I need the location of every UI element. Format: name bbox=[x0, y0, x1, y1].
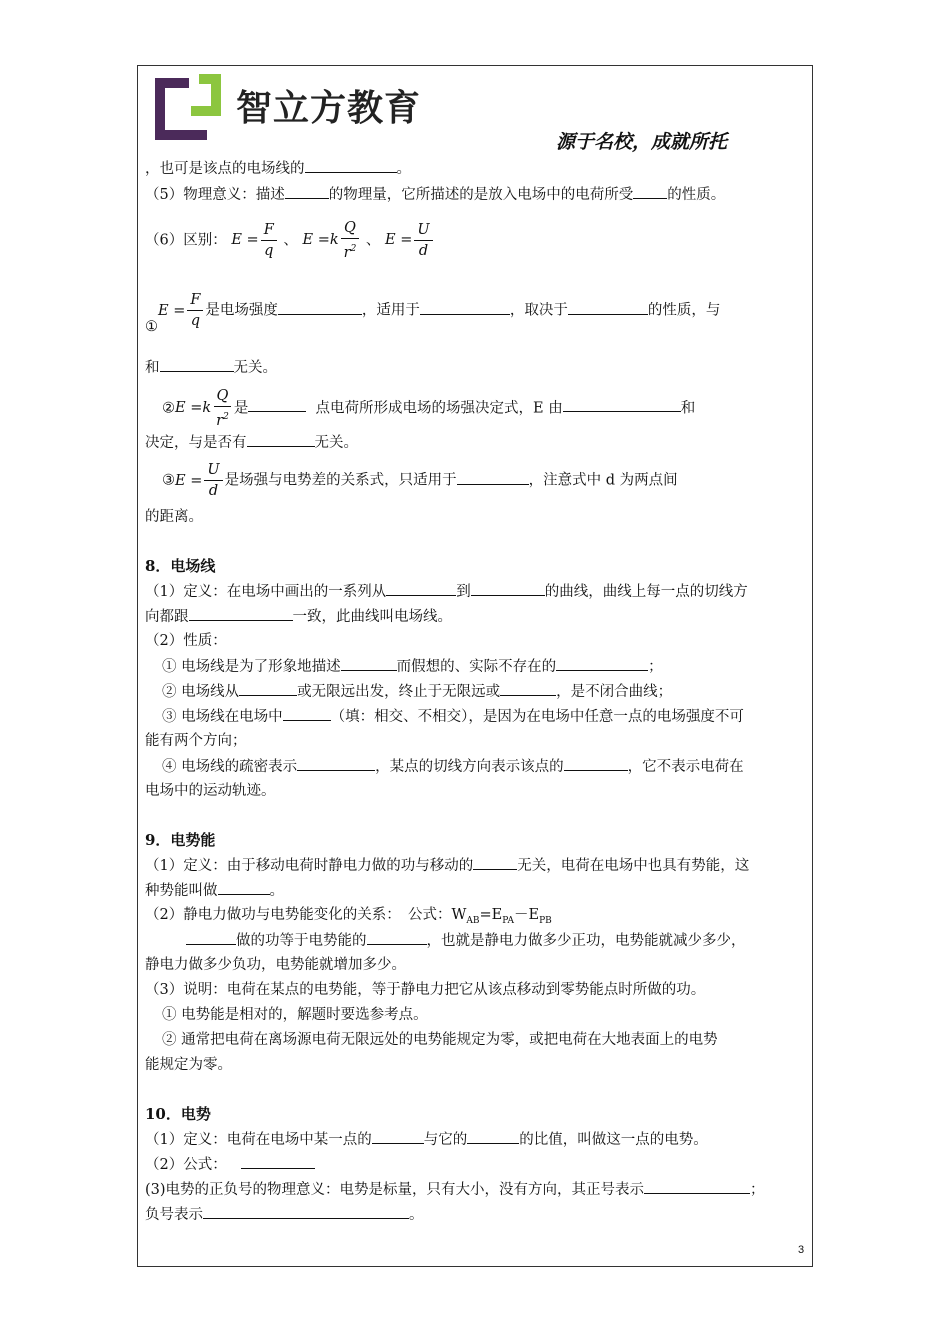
line-7: 决定，与是否有 无关。 bbox=[145, 432, 358, 453]
line-9: 的距离。 bbox=[145, 509, 203, 525]
s8-line-5: ② 电场线从 或无限远出发，终止于无限远或 ，是不闭合曲线； bbox=[162, 681, 672, 702]
s9-line-5: 静电力做多少负功，电势能就增加多少。 bbox=[145, 957, 406, 973]
section-10-title: 10．电势 bbox=[145, 1105, 211, 1123]
s8-line-1: （1）定义：在电场中画出的一系列从 到 的曲线，曲线上每一点的切线方 bbox=[145, 581, 748, 602]
s9-line-8: ② 通常把电荷在离场源电荷无限远处的电势能规定为零，或把电荷在大地表面上的电势 bbox=[162, 1032, 718, 1048]
page-number: 3 bbox=[798, 1244, 805, 1256]
formula-e-kq-r2: E =k $\frac{Q}{r^2}$ bbox=[302, 232, 361, 248]
s9-line-6: （3）说明：电荷在某点的电势能，等于静电力把它从该点移动到零势能点时所做的功。 bbox=[145, 982, 706, 998]
s8-line-3: （2）性质： bbox=[145, 633, 227, 649]
line-4: ①E = $\frac{F}{q}$ 是电场强度 ，适用于 ，取决于 的性质，与 bbox=[145, 292, 721, 335]
s10-line-2: （2）公式： bbox=[145, 1154, 315, 1175]
line-2: （5）物理意义：描述 的物理量，它所描述的是放入电场中的电荷所受 的性质。 bbox=[145, 184, 725, 205]
line-8: ③E = $\frac{U}{d}$ 是场强与电势差的关系式，只适用于 ，注意式中 d 为两点间 bbox=[162, 462, 678, 499]
line-3-formulas: （6）区别： E = $\frac{F}{q}$ 、 E =k $\frac{Q}{r^2}$ 、 E = $\frac{U}{d}$ bbox=[145, 218, 435, 263]
s10-line-4: 负号表示 。 bbox=[145, 1204, 424, 1225]
s9-line-4: 做的功等于电势能的 ，也就是静电力做多少正功，电势能就减少多少， bbox=[186, 930, 746, 951]
s8-line-9: 电场中的运动轨迹。 bbox=[145, 783, 276, 799]
slogan: 源于名校，成就所托 bbox=[556, 131, 728, 153]
s9-line-9: 能规定为零。 bbox=[145, 1057, 232, 1073]
brand-logo-icon bbox=[151, 72, 223, 142]
s8-line-7: 能有两个方向； bbox=[145, 733, 247, 749]
s9-line-2: 种势能叫做 。 bbox=[145, 880, 284, 901]
section-8-title: 8．电场线 bbox=[145, 557, 216, 575]
s8-line-4: ① 电场线是为了形象地描述 而假想的、实际不存在的 ； bbox=[162, 656, 663, 677]
s10-line-3: (3)电势的正负号的物理意义：电势是标量，只有大小，没有方向，其正号表示 ； bbox=[145, 1179, 765, 1200]
s9-line-3: （2）静电力做功与电势能变化的关系： 公式：$W_{AB}=E_{PA}-E_{PB}$ bbox=[145, 907, 552, 926]
line-6: ②E =k $\frac{Q}{r^2}$ 是 点电荷所形成电场的场强决定式，E 由 和 bbox=[162, 388, 696, 429]
s8-line-6: ③ 电场线在电场中 （填：相交、不相交），是因为在电场中任意一点的电场强度不可 bbox=[162, 706, 744, 727]
section-9-title: 9．电势能 bbox=[145, 831, 216, 849]
line-1: ，也可是该点的电场线的 。 bbox=[145, 158, 411, 179]
formula-e-u-d: E = $\frac{U}{d}$ bbox=[385, 232, 435, 248]
s10-line-1: （1）定义：电荷在电场中某一点的 与它的 的比值，叫做这一点的电势。 bbox=[145, 1129, 708, 1150]
s9-line-7: ① 电势能是相对的，解题时要选参考点。 bbox=[162, 1007, 428, 1023]
s8-line-2: 向都跟 一致，此曲线叫电场线。 bbox=[145, 606, 452, 627]
s9-line-1: （1）定义：由于移动电荷时静电力做的功与移动的 无关，电荷在电场中也具有势能，这 bbox=[145, 855, 749, 876]
line-5: 和 无关。 bbox=[145, 357, 277, 378]
formula-e-f-q: E = $\frac{F}{q}$ bbox=[231, 232, 278, 248]
s8-line-8: ④ 电场线的疏密表示 ，某点的切线方向表示该点的 ，它不表示电荷在 bbox=[162, 756, 744, 777]
brand-name: 智立方教育 bbox=[236, 88, 422, 129]
